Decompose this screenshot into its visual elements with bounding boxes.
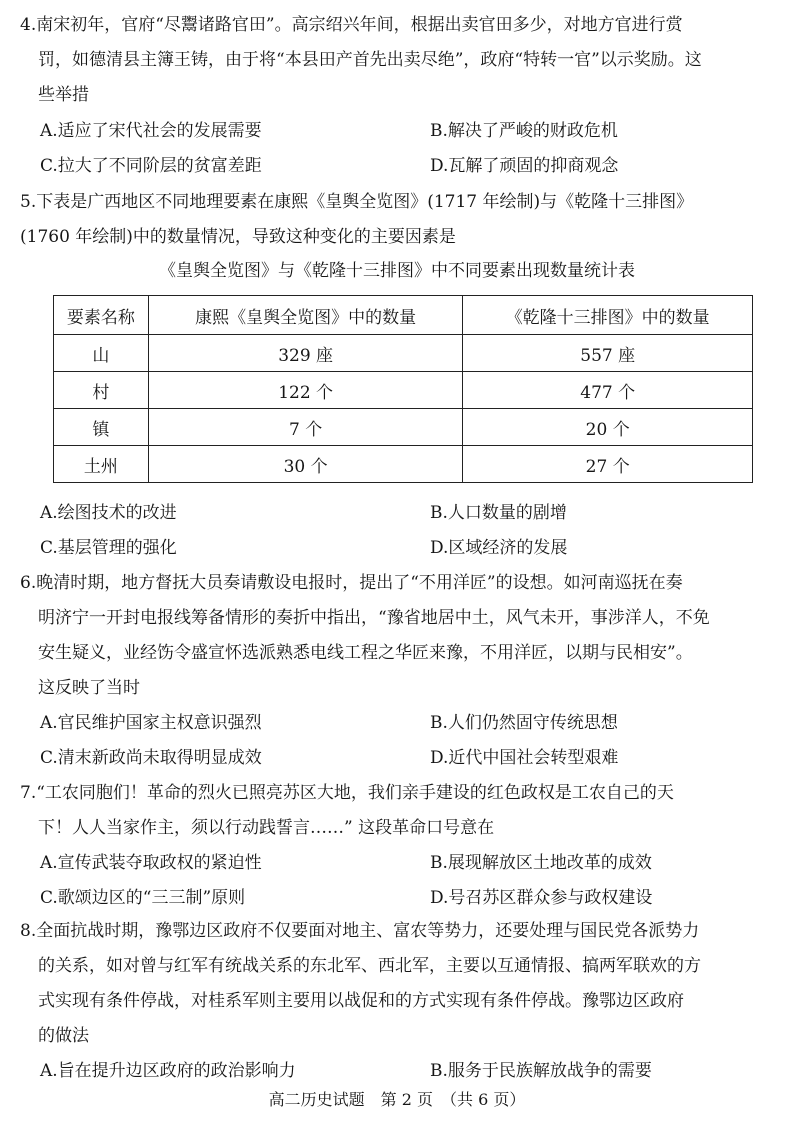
table-cell: 30 个 xyxy=(148,446,463,483)
question-6-option-b: B.人们仍然固守传统思想 xyxy=(430,713,618,733)
table-cell: 477 个 xyxy=(463,372,753,409)
table-cell: 122 个 xyxy=(148,372,463,409)
table-row xyxy=(54,446,753,483)
question-8-stem-line-3: 式实现有条件停战，对桂系军则主要用以战促和的方式实现有条件停战。豫鄂边区政府 xyxy=(38,991,684,1011)
table-row xyxy=(54,372,753,409)
page-footer: 高二历史试题 第 2 页 （共 6 页） xyxy=(268,1090,526,1109)
question-6-stem-line-4: 这反映了当时 xyxy=(38,678,140,698)
table-cell: 20 个 xyxy=(463,409,753,446)
question-4-option-d: D.瓦解了顽固的抑商观念 xyxy=(430,156,619,176)
question-7-option-c: C.歌颂边区的“三三制”原则 xyxy=(40,888,246,908)
question-6-option-c: C.清末新政尚未取得明显成效 xyxy=(40,748,262,768)
table-caption: 《皇舆全览图》与《乾隆十三排图》中不同要素出现数量统计表 xyxy=(159,261,635,281)
table-cell: 557 座 xyxy=(463,335,753,372)
question-8-stem-line-2: 的关系，如对曾与红军有统战关系的东北军、西北军，主要以互通情报、搞两军联欢的方 xyxy=(38,956,701,976)
table-cell: 7 个 xyxy=(148,409,463,446)
question-7-option-b: B.展现解放区土地改革的成效 xyxy=(430,853,652,873)
question-5-option-c: C.基层管理的强化 xyxy=(40,538,177,558)
question-7-stem-line-1: 7.“工农同胞们！革命的烈火已照亮苏区大地，我们亲手建设的红色政权是工农自己的天 xyxy=(20,783,674,803)
question-7-stem-line-2: 下！人人当家作主，须以行动践誓言……” 这段革命口号意在 xyxy=(38,818,495,838)
question-5-option-b: B.人口数量的剧增 xyxy=(430,503,567,523)
table-cell: 329 座 xyxy=(148,335,463,372)
question-6-stem-line-3: 安生疑义，业经饬令盛宣怀选派熟悉电线工程之华匠来豫，不用洋匠，以期与民相安”。 xyxy=(38,643,693,663)
question-5-option-a: A.绘图技术的改进 xyxy=(40,503,177,523)
question-4-option-a: A.适应了宋代社会的发展需要 xyxy=(40,121,262,141)
question-5-option-d: D.区域经济的发展 xyxy=(430,538,568,558)
question-5-stem-line-1: 5.下表是广西地区不同地理要素在康熙《皇舆全览图》(1717 年绘制)与《乾隆十三排图》 xyxy=(20,192,694,212)
table-row xyxy=(54,335,753,372)
question-4-option-b: B.解决了严峻的财政危机 xyxy=(430,121,618,141)
question-7-option-d: D.号召苏区群众参与政权建设 xyxy=(430,888,653,908)
question-7-option-a: A.宣传武装夺取政权的紧迫性 xyxy=(40,853,262,873)
question-4-stem-line-1: 4.南宋初年，官府“尽鬻诸路官田”。高宗绍兴年间，根据出卖官田多少，对地方官进行赏 xyxy=(20,15,683,35)
table-header-cell: 康熙《皇舆全览图》中的数量 xyxy=(148,296,463,335)
question-8-stem-line-1: 8.全面抗战时期，豫鄂边区政府不仅要面对地主、富农等势力，还要处理与国民党各派势力 xyxy=(20,921,700,941)
table-header-cell: 要素名称 xyxy=(54,296,149,335)
table-row xyxy=(54,409,753,446)
question-6-option-d: D.近代中国社会转型艰难 xyxy=(430,748,619,768)
question-8-option-a: A.旨在提升边区政府的政治影响力 xyxy=(40,1061,296,1081)
question-4-stem-line-3: 些举措 xyxy=(38,85,89,105)
question-5-stem-line-2: (1760 年绘制)中的数量情况，导致这种变化的主要因素是 xyxy=(20,227,456,247)
table-cell: 镇 xyxy=(54,409,149,446)
table-header-row xyxy=(54,296,753,335)
question-6-stem-line-2: 明济宁一开封电报线筹备情形的奏折中指出，“豫省地居中土，风气未开，事涉洋人，不免 xyxy=(38,608,710,628)
data-table xyxy=(53,295,753,483)
question-4-stem-line-2: 罚，如德清县主簿王铸，由于将“本县田产首先出卖尽绝”，政府“特转一官”以示奖励。这 xyxy=(38,50,702,70)
question-6-option-a: A.官民维护国家主权意识强烈 xyxy=(40,713,262,733)
table-cell: 村 xyxy=(54,372,149,409)
question-8-option-b: B.服务于民族解放战争的需要 xyxy=(430,1061,652,1081)
table-header-cell: 《乾隆十三排图》中的数量 xyxy=(463,296,753,335)
table-cell: 27 个 xyxy=(463,446,753,483)
table-cell: 山 xyxy=(54,335,149,372)
table-cell: 土州 xyxy=(54,446,149,483)
question-4-option-c: C.拉大了不同阶层的贫富差距 xyxy=(40,156,262,176)
question-6-stem-line-1: 6.晚清时期，地方督抚大员奏请敷设电报时，提出了“不用洋匠”的设想。如河南巡抚在奏 xyxy=(20,573,683,593)
question-8-stem-line-4: 的做法 xyxy=(38,1026,89,1046)
